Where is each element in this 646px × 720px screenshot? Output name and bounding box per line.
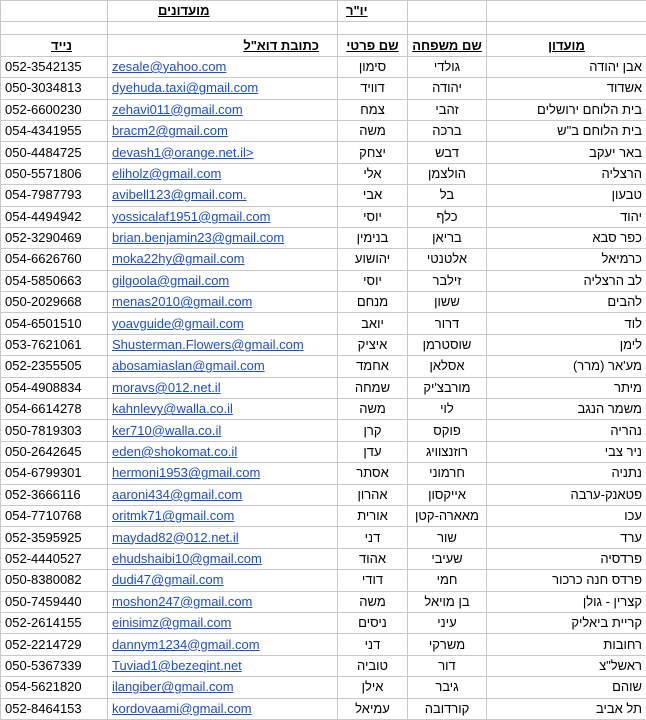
table-row bbox=[1, 163, 646, 184]
last-name-cell: חרמוני bbox=[408, 463, 487, 484]
phone-cell: 054-4341955 bbox=[1, 120, 108, 141]
table-row bbox=[1, 484, 646, 505]
club-cell: תל אביב bbox=[487, 698, 646, 719]
table-row bbox=[1, 249, 646, 270]
club-cell: אשדוד bbox=[487, 78, 646, 99]
phone-cell: 054-7710768 bbox=[1, 505, 108, 526]
table-row bbox=[1, 570, 646, 591]
phone-cell: 050-2642645 bbox=[1, 441, 108, 462]
first-name-cell: סימון bbox=[338, 56, 408, 77]
phone-cell: 052-4440527 bbox=[1, 548, 108, 569]
column-header-row bbox=[1, 35, 646, 56]
email-link[interactable]: einisimz@gmail.com bbox=[108, 612, 338, 633]
column-header-club: מועדון bbox=[487, 35, 646, 56]
first-name-cell: אהרון bbox=[338, 484, 408, 505]
email-link[interactable]: dudi47@gmail.com bbox=[108, 570, 338, 591]
last-name-cell: רוזנצוויג bbox=[408, 441, 487, 462]
column-header-email: כתובת דוא"ל bbox=[108, 35, 338, 56]
title-clubs: מועדונים bbox=[108, 1, 338, 22]
first-name-cell: אילן bbox=[338, 677, 408, 698]
table-row bbox=[1, 99, 646, 120]
club-cell: לב הרצליה bbox=[487, 270, 646, 291]
club-cell: לימן bbox=[487, 334, 646, 355]
email-link[interactable]: zehavi011@gmail.com bbox=[108, 99, 338, 120]
first-name-cell: קרן bbox=[338, 420, 408, 441]
table-row bbox=[1, 313, 646, 334]
last-name-cell: דרור bbox=[408, 313, 487, 334]
phone-cell: 052-3542135 bbox=[1, 56, 108, 77]
last-name-cell: הולצמן bbox=[408, 163, 487, 184]
last-name-cell: משרקי bbox=[408, 634, 487, 655]
club-cell: לוד bbox=[487, 313, 646, 334]
first-name-cell: יצחק bbox=[338, 142, 408, 163]
table-row bbox=[1, 78, 646, 99]
phone-cell: 050-5571806 bbox=[1, 163, 108, 184]
phone-cell: 052-3290469 bbox=[1, 227, 108, 248]
phone-cell: 054-7987793 bbox=[1, 185, 108, 206]
email-link[interactable]: moravs@012.net.il bbox=[108, 377, 338, 398]
table-row bbox=[1, 505, 646, 526]
table-row bbox=[1, 142, 646, 163]
table-row bbox=[1, 548, 646, 569]
email-link[interactable]: yossicalaf1951@gmail.com bbox=[108, 206, 338, 227]
club-cell: בית הלוחם ב"ש bbox=[487, 120, 646, 141]
title-chairman: יו"ר bbox=[338, 1, 408, 22]
table-row bbox=[1, 420, 646, 441]
table-row bbox=[1, 227, 646, 248]
table-row bbox=[1, 356, 646, 377]
club-cell: עכו bbox=[487, 505, 646, 526]
last-name-cell: מאארה-קטן bbox=[408, 505, 487, 526]
table-row bbox=[1, 441, 646, 462]
column-header-phone: נייד bbox=[1, 35, 108, 56]
first-name-cell: אהוד bbox=[338, 548, 408, 569]
table-row bbox=[1, 185, 646, 206]
last-name-cell: שוסטרמן bbox=[408, 334, 487, 355]
last-name-cell: אסלאן bbox=[408, 356, 487, 377]
email-link[interactable]: gilgoola@gmail.com bbox=[108, 270, 338, 291]
first-name-cell: איציק bbox=[338, 334, 408, 355]
table-row bbox=[1, 634, 646, 655]
email-link[interactable]: zesale@yahoo.com bbox=[108, 56, 338, 77]
club-cell: יהוד bbox=[487, 206, 646, 227]
email-link[interactable]: dyehuda.taxi@gmail.com bbox=[108, 78, 338, 99]
phone-cell: 052-2614155 bbox=[1, 612, 108, 633]
email-link[interactable]: maydad82@012.net.il bbox=[108, 527, 338, 548]
first-name-cell: דני bbox=[338, 634, 408, 655]
club-cell: מיתר bbox=[487, 377, 646, 398]
club-cell: נתניה bbox=[487, 463, 646, 484]
club-cell: מע'אר (מרר) bbox=[487, 356, 646, 377]
email-link[interactable]: hermoni1953@gmail.com bbox=[108, 463, 338, 484]
email-link[interactable]: bracm2@gmail.com bbox=[108, 120, 338, 141]
last-name-cell: בריאן bbox=[408, 227, 487, 248]
club-cell: באר יעקב bbox=[487, 142, 646, 163]
first-name-cell: משה bbox=[338, 120, 408, 141]
first-name-cell: ניסים bbox=[338, 612, 408, 633]
title-row bbox=[1, 1, 646, 22]
first-name-cell: עמיאל bbox=[338, 698, 408, 719]
first-name-cell: שמחה bbox=[338, 377, 408, 398]
email-link[interactable]: abosamiaslan@gmail.com bbox=[108, 356, 338, 377]
first-name-cell: דני bbox=[338, 527, 408, 548]
first-name-cell: יואב bbox=[338, 313, 408, 334]
phone-cell: 054-6614278 bbox=[1, 399, 108, 420]
first-name-cell: אורית bbox=[338, 505, 408, 526]
club-cell: כרמיאל bbox=[487, 249, 646, 270]
last-name-cell: דור bbox=[408, 655, 487, 676]
club-cell: ערד bbox=[487, 527, 646, 548]
email-link[interactable]: dannym1234@gmail.com bbox=[108, 634, 338, 655]
blank-row bbox=[1, 22, 646, 35]
club-cell: משמר הנגב bbox=[487, 399, 646, 420]
last-name-cell: פוקס bbox=[408, 420, 487, 441]
email-link[interactable]: moshon247@gmail.com bbox=[108, 591, 338, 612]
email-link[interactable]: brian.benjamin23@gmail.com bbox=[108, 227, 338, 248]
table-row bbox=[1, 206, 646, 227]
club-cell: טבעון bbox=[487, 185, 646, 206]
last-name-cell: אייקסון bbox=[408, 484, 487, 505]
last-name-cell: ברכה bbox=[408, 120, 487, 141]
phone-cell: 050-7819303 bbox=[1, 420, 108, 441]
club-cell: שוהם bbox=[487, 677, 646, 698]
last-name-cell: בל bbox=[408, 185, 487, 206]
first-name-cell: אבי bbox=[338, 185, 408, 206]
club-cell: פרדס חנה כרכור bbox=[487, 570, 646, 591]
first-name-cell: דוויד bbox=[338, 78, 408, 99]
first-name-cell: יהושוע bbox=[338, 249, 408, 270]
last-name-cell: זהבי bbox=[408, 99, 487, 120]
first-name-cell: יוסי bbox=[338, 270, 408, 291]
first-name-cell: אסתר bbox=[338, 463, 408, 484]
club-cell: רחובות bbox=[487, 634, 646, 655]
club-cell: ניר צבי bbox=[487, 441, 646, 462]
club-cell: להבים bbox=[487, 292, 646, 313]
last-name-cell: יהודה bbox=[408, 78, 487, 99]
email-link[interactable]: devash1@orange.net.il> bbox=[108, 142, 338, 163]
club-cell: נהריה bbox=[487, 420, 646, 441]
club-cell: קצרין - גולן bbox=[487, 591, 646, 612]
last-name-cell: עיני bbox=[408, 612, 487, 633]
last-name-cell: דבש bbox=[408, 142, 487, 163]
phone-cell: 054-6626760 bbox=[1, 249, 108, 270]
email-link[interactable]: ilangiber@gmail.com bbox=[108, 677, 338, 698]
first-name-cell: משה bbox=[338, 399, 408, 420]
club-cell: בית הלוחם ירושלים bbox=[487, 99, 646, 120]
table-row bbox=[1, 698, 646, 719]
phone-cell: 050-2029668 bbox=[1, 292, 108, 313]
table-row bbox=[1, 56, 646, 77]
first-name-cell: יוסי bbox=[338, 206, 408, 227]
last-name-cell: לוי bbox=[408, 399, 487, 420]
email-link[interactable]: aaroni434@gmail.com bbox=[108, 484, 338, 505]
phone-cell: 052-2355505 bbox=[1, 356, 108, 377]
phone-cell: 052-6600230 bbox=[1, 99, 108, 120]
email-link[interactable]: Shusterman.Flowers@gmail.com bbox=[108, 334, 338, 355]
phone-cell: 052-3666116 bbox=[1, 484, 108, 505]
phone-cell: 052-3595925 bbox=[1, 527, 108, 548]
club-cell: כפר סבא bbox=[487, 227, 646, 248]
first-name-cell: אלי bbox=[338, 163, 408, 184]
last-name-cell: גולדי bbox=[408, 56, 487, 77]
table-row bbox=[1, 377, 646, 398]
table-row bbox=[1, 677, 646, 698]
last-name-cell: זילבר bbox=[408, 270, 487, 291]
phone-cell: 050-8380082 bbox=[1, 570, 108, 591]
last-name-cell: שעיבי bbox=[408, 548, 487, 569]
table-row bbox=[1, 463, 646, 484]
email-link[interactable]: menas2010@gmail.com bbox=[108, 292, 338, 313]
first-name-cell: צמח bbox=[338, 99, 408, 120]
column-header-last-name: שם משפחה bbox=[408, 35, 487, 56]
email-link[interactable]: kahnlevy@walla.co.il bbox=[108, 399, 338, 420]
email-link[interactable]: oritmk71@gmail.com bbox=[108, 505, 338, 526]
last-name-cell: חמי bbox=[408, 570, 487, 591]
email-link[interactable]: eliholz@gmail.com bbox=[108, 163, 338, 184]
last-name-cell: בן מויאל bbox=[408, 591, 487, 612]
first-name-cell: בנימין bbox=[338, 227, 408, 248]
table-row bbox=[1, 120, 646, 141]
phone-cell: 050-4484725 bbox=[1, 142, 108, 163]
first-name-cell: טוביה bbox=[338, 655, 408, 676]
email-link[interactable]: kordovaami@gmail.com bbox=[108, 698, 338, 719]
table-row bbox=[1, 334, 646, 355]
phone-cell: 054-5850663 bbox=[1, 270, 108, 291]
phone-cell: 050-3034813 bbox=[1, 78, 108, 99]
phone-cell: 054-4494942 bbox=[1, 206, 108, 227]
phone-cell: 052-2214729 bbox=[1, 634, 108, 655]
club-cell: קריית ביאליק bbox=[487, 612, 646, 633]
last-name-cell: ששון bbox=[408, 292, 487, 313]
email-link[interactable]: ker710@walla.co.il bbox=[108, 420, 338, 441]
table-row bbox=[1, 399, 646, 420]
phone-cell: 050-7459440 bbox=[1, 591, 108, 612]
first-name-cell: דודי bbox=[338, 570, 408, 591]
email-link[interactable]: Tuviad1@bezeqint.net bbox=[108, 655, 338, 676]
email-link[interactable]: ehudshaibi10@gmail.com bbox=[108, 548, 338, 569]
phone-cell: 054-6501510 bbox=[1, 313, 108, 334]
phone-cell: 054-4908834 bbox=[1, 377, 108, 398]
email-link[interactable]: yoavguide@gmail.com bbox=[108, 313, 338, 334]
first-name-cell: מנחם bbox=[338, 292, 408, 313]
last-name-cell: אלטנטי bbox=[408, 249, 487, 270]
first-name-cell: משה bbox=[338, 591, 408, 612]
phone-cell: 050-5367339 bbox=[1, 655, 108, 676]
club-cell: הרצליה bbox=[487, 163, 646, 184]
table-row bbox=[1, 527, 646, 548]
last-name-cell: כלף bbox=[408, 206, 487, 227]
last-name-cell: גיבר bbox=[408, 677, 487, 698]
club-cell: פרדסיה bbox=[487, 548, 646, 569]
last-name-cell: מורבצ'יק bbox=[408, 377, 487, 398]
last-name-cell: קורדובה bbox=[408, 698, 487, 719]
first-name-cell: אחמד bbox=[338, 356, 408, 377]
club-cell: פטאנק-ערבה bbox=[487, 484, 646, 505]
table-row bbox=[1, 270, 646, 291]
phone-cell: 052-8464153 bbox=[1, 698, 108, 719]
column-header-first-name: שם פרטי bbox=[338, 35, 408, 56]
phone-cell: 054-6799301 bbox=[1, 463, 108, 484]
phone-cell: 053-7621061 bbox=[1, 334, 108, 355]
table-row bbox=[1, 292, 646, 313]
phone-cell: 054-5621820 bbox=[1, 677, 108, 698]
table-row bbox=[1, 612, 646, 633]
club-cell: ראשל"צ bbox=[487, 655, 646, 676]
club-cell: אבן יהודה bbox=[487, 56, 646, 77]
email-link[interactable]: moka22hy@gmail.com bbox=[108, 249, 338, 270]
email-link[interactable]: eden@shokomat.co.il bbox=[108, 441, 338, 462]
email-link[interactable]: avibell123@gmail.com. bbox=[108, 185, 338, 206]
first-name-cell: עדן bbox=[338, 441, 408, 462]
table-row bbox=[1, 591, 646, 612]
last-name-cell: שור bbox=[408, 527, 487, 548]
table-row bbox=[1, 655, 646, 676]
